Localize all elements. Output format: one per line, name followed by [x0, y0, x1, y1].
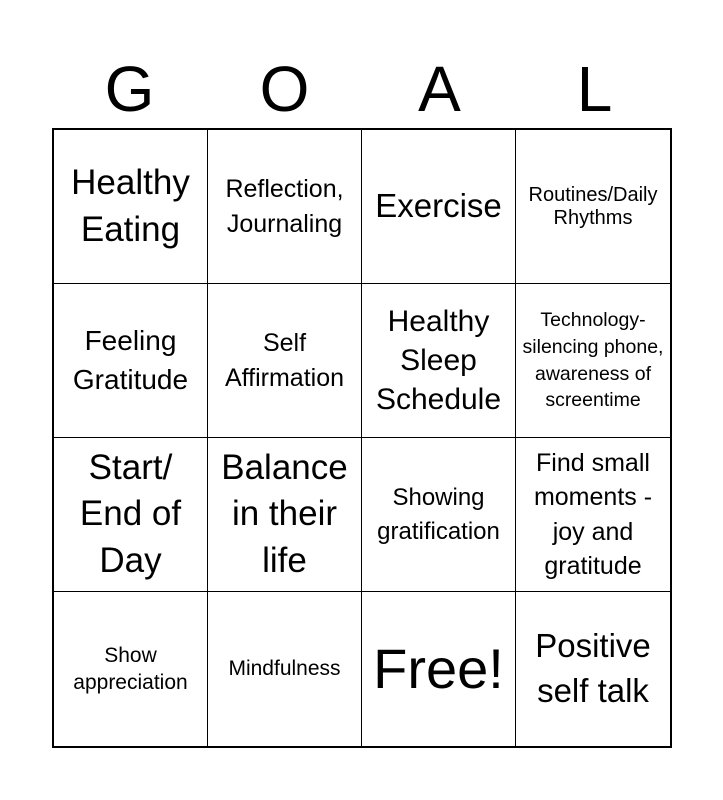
bingo-cell-technology[interactable]	[516, 284, 670, 438]
bingo-board	[52, 128, 672, 748]
header-letter-l: L	[576, 53, 613, 125]
cell-label: Positive self talk	[535, 627, 651, 709]
bingo-cell-showing-gratification[interactable]	[362, 438, 516, 592]
bingo-cell-healthy-eating[interactable]	[54, 130, 208, 284]
cell-label: Balance in their life	[221, 448, 348, 580]
cell-label: Showing gratification	[377, 484, 500, 545]
bingo-cell-free-space[interactable]	[362, 592, 516, 746]
bingo-cell-routines-daily-rhythms[interactable]	[516, 130, 670, 284]
cell-label: Healthy Eating	[71, 163, 190, 249]
cell-label: Reflection, Journaling	[225, 175, 344, 238]
cell-label: Feeling Gratitude	[72, 324, 189, 395]
cell-label: Self Affirmation	[224, 329, 345, 392]
bingo-header	[52, 50, 672, 128]
header-letter-a: A	[418, 53, 461, 125]
bingo-cell-balance[interactable]	[208, 438, 362, 592]
cell-label: Exercise	[375, 187, 502, 225]
bingo-cell-positive-self-talk[interactable]	[516, 592, 670, 746]
bingo-cell-feeling-gratitude[interactable]	[54, 284, 208, 438]
cell-label: Routines/Daily Rhythms	[528, 183, 658, 229]
bingo-cell-exercise[interactable]	[362, 130, 516, 284]
cell-label: Healthy Sleep Schedule	[375, 305, 502, 416]
bingo-cell-find-small-moments[interactable]	[516, 438, 670, 592]
free-space-label: Free!	[373, 637, 504, 701]
bingo-cell-show-appreciation[interactable]	[54, 592, 208, 746]
cell-label: Find small moments - joy and gratitude	[533, 448, 653, 580]
cell-label: Show appreciation	[73, 643, 188, 694]
bingo-cell-healthy-sleep-schedule[interactable]	[362, 284, 516, 438]
bingo-cell-mindfulness[interactable]	[208, 592, 362, 746]
cell-label: Technology- silencing phone, awareness of screentime	[522, 309, 664, 412]
bingo-cell-reflection-journaling[interactable]	[208, 130, 362, 284]
header-letter-o: O	[259, 53, 310, 125]
cell-label: Start/ End of Day	[79, 448, 182, 580]
bingo-cell-self-affirmation[interactable]	[208, 284, 362, 438]
bingo-cell-start-end-of-day[interactable]	[54, 438, 208, 592]
header-letter-g: G	[104, 53, 155, 125]
cell-label: Mindfulness	[228, 657, 341, 681]
